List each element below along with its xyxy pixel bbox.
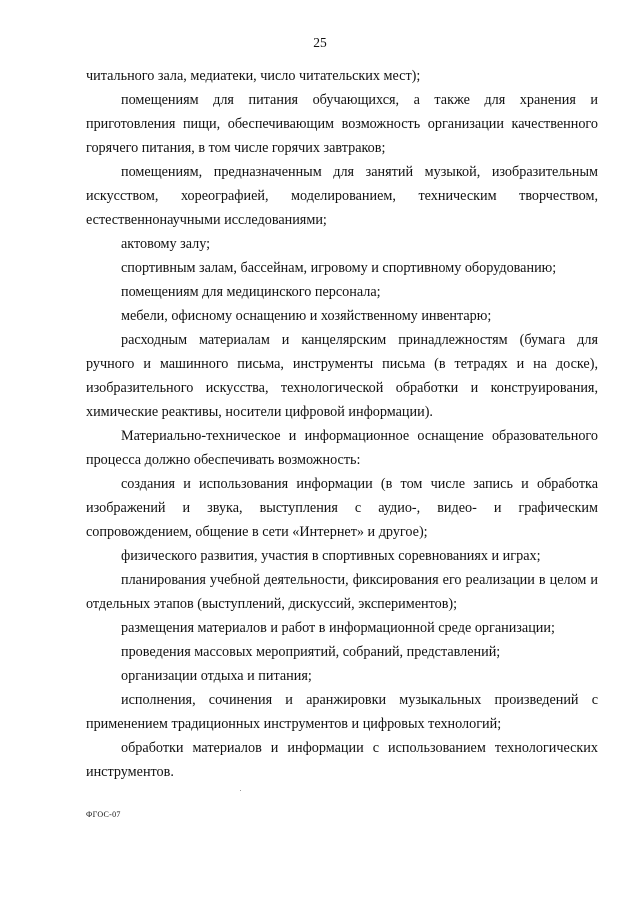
paragraph-equipment-intro: Материально-техническое и информационное оснащение образовательного процесса должно обеспечивать возможность: bbox=[86, 428, 598, 468]
paragraph-information-use: создания и использования информации (в том числе запись и обработка изображений и звука, выступления с аудио-, видео- и графическим сопровождением, общение в сети «Интернет» и другое); bbox=[86, 476, 598, 540]
paragraph-reading-room: читального зала, медиатеки, число читательских мест); bbox=[86, 68, 421, 84]
page-number: 25 bbox=[313, 35, 327, 50]
document-code: ФГОС-07 bbox=[86, 810, 121, 819]
paragraph-rest-and-food: организации отдыха и питания; bbox=[121, 668, 312, 684]
paragraph-materials-placement: размещения материалов и работ в информационной среде организации; bbox=[121, 620, 555, 636]
paragraph-physical-development: физического развития, участия в спортивных соревнованиях и играх; bbox=[121, 548, 541, 564]
paragraph-planning: планирования учебной деятельности, фиксирования его реализации в целом и отдельных этапов (выступлений, дискуссий, экспериментов); bbox=[86, 572, 598, 612]
paragraph-assembly-hall: актовому залу; bbox=[121, 236, 211, 252]
paragraph-consumables: расходным материалам и канцелярским принадлежностям (бумага для ручного и машинного письма, инструменты письма (в тетрадях и на доске), изобразительного искусства, технологической обработки и конструирования, химические реактивы, носители цифровой информации). bbox=[86, 332, 598, 420]
paragraph-medical-rooms: помещениям для медицинского персонала; bbox=[121, 284, 381, 300]
body-text bbox=[86, 64, 598, 784]
paragraph-material-processing: обработки материалов и информации с использованием технологических инструментов. bbox=[86, 740, 598, 780]
paragraph-music: исполнения, сочинения и аранжировки музыкальных произведений с применением традиционных инструментов и цифровых технологий; bbox=[86, 692, 598, 732]
paragraph-furniture: мебели, офисному оснащению и хозяйственному инвентарю; bbox=[121, 308, 492, 324]
paragraph-mass-events: проведения массовых мероприятий, собраний, представлений; bbox=[121, 644, 501, 660]
scan-speck bbox=[240, 790, 241, 791]
paragraph-activity-rooms: помещениям, предназначенным для занятий музыкой, изобразительным искусством, хореографией, моделированием, техническим творчеством, естественнонаучными исследованиями; bbox=[86, 164, 598, 228]
paragraph-sports-halls: спортивным залам, бассейнам, игровому и спортивному оборудованию; bbox=[121, 260, 557, 276]
paragraph-food-rooms: помещениям для питания обучающихся, а также для хранения и приготовления пищи, обеспечивающим возможность организации качественного горячего питания, в том числе горячих завтраков; bbox=[86, 92, 598, 156]
